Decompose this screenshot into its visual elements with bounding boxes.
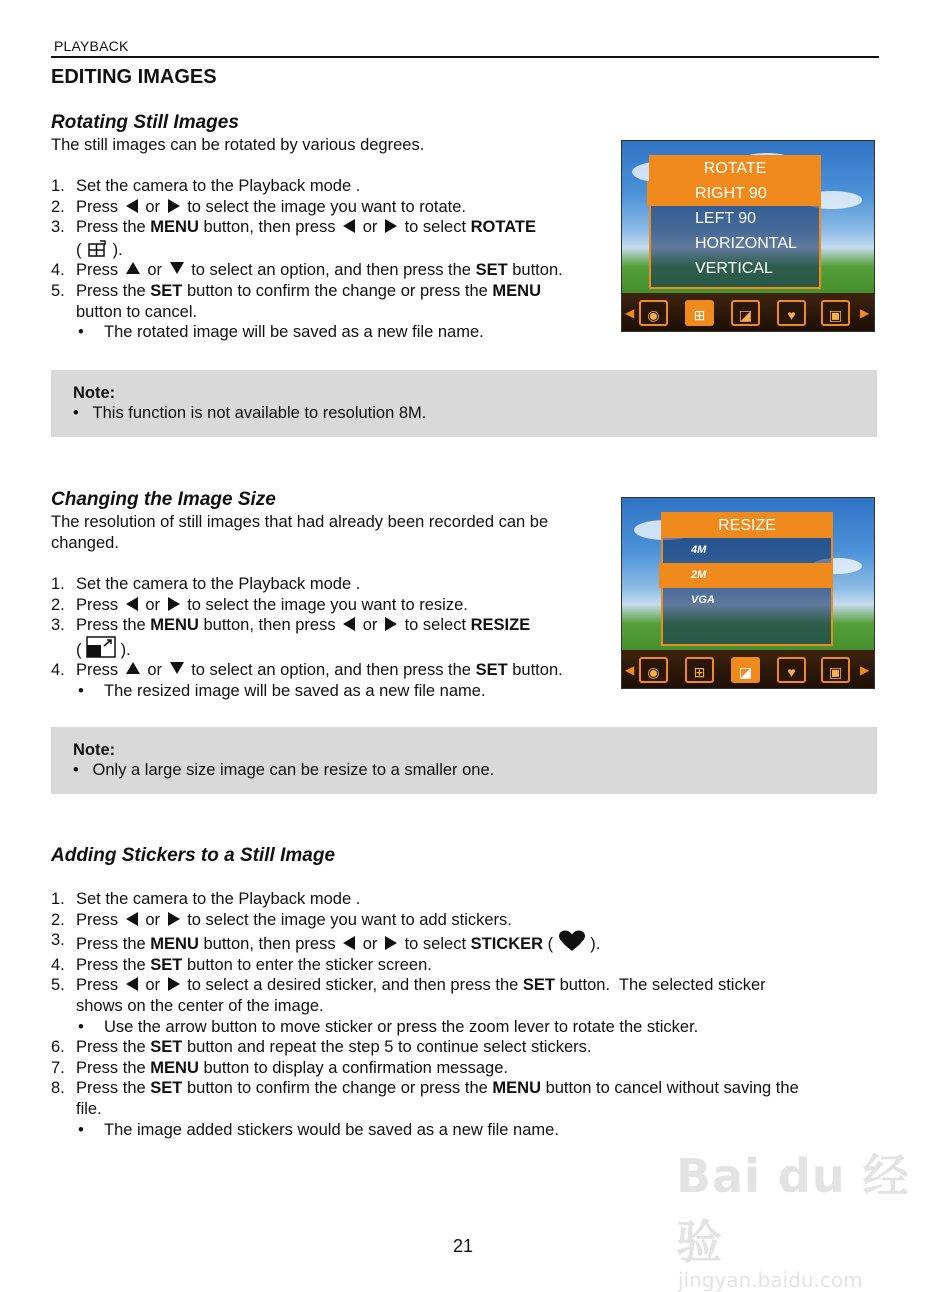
left-arrow-icon bbox=[126, 977, 138, 991]
list-subitem: • The resized image will be saved as a new file name. bbox=[78, 681, 486, 700]
list-item: 7. Press the MENU button to display a confirmation message. bbox=[51, 1058, 508, 1077]
right-arrow-icon: ▶ bbox=[860, 663, 870, 677]
sticker-icon[interactable]: ♥ bbox=[777, 300, 806, 326]
menu-option[interactable]: HORIZONTAL bbox=[695, 235, 797, 252]
left-arrow-icon bbox=[126, 597, 138, 611]
left-arrow-icon: ◀ bbox=[625, 306, 635, 320]
heart-icon bbox=[558, 930, 586, 952]
voice-memo-icon[interactable]: ▣ bbox=[821, 657, 850, 683]
watermark: Bai du 经验 jingyan.baidu.com bbox=[676, 1149, 910, 1292]
list-item: 1. Set the camera to the Playback mode . bbox=[51, 575, 361, 593]
rotate-steps bbox=[51, 176, 563, 343]
list-item: 1. Set the camera to the Playback mode . bbox=[51, 177, 361, 195]
header-label: PLAYBACK bbox=[54, 38, 129, 54]
note-title: Note: bbox=[73, 741, 116, 759]
right-arrow-icon bbox=[168, 199, 180, 213]
up-arrow-icon bbox=[126, 662, 140, 674]
left-arrow-icon bbox=[343, 219, 355, 233]
menu-title: ROTATE bbox=[651, 157, 819, 181]
list-item: 5. Press or to select a desired sticker, and then press the SET button. The selected sticker shows on the center of the image. bbox=[51, 976, 766, 1015]
note-title: Note: bbox=[73, 384, 116, 402]
left-arrow-icon bbox=[343, 617, 355, 631]
rotate-icon[interactable]: ⊞ bbox=[685, 300, 714, 326]
note-box bbox=[51, 370, 877, 437]
menu-icon-bar bbox=[622, 650, 874, 688]
menu-option[interactable]: LEFT 90 bbox=[695, 210, 757, 227]
rotate-menu bbox=[649, 155, 821, 289]
header-rule bbox=[51, 56, 879, 58]
section-title-rotate: Rotating Still Images bbox=[51, 112, 239, 133]
menu-option[interactable]: VGA bbox=[691, 594, 715, 606]
list-item: 4. Press or to select an option, and then press the SET button. bbox=[51, 661, 563, 680]
list-item: 3. Press the MENU button, then press or to select STICKER ( ). bbox=[51, 931, 601, 954]
left-arrow-icon bbox=[126, 199, 138, 213]
resize-intro: The resolution of still images that had already been recorded can be changed. bbox=[51, 513, 549, 552]
up-arrow-icon bbox=[126, 262, 140, 274]
left-arrow-icon bbox=[343, 936, 355, 950]
list-item: 5. Press the SET button to confirm the change or press the MENU button to cancel. bbox=[51, 281, 541, 321]
down-arrow-icon bbox=[170, 262, 184, 274]
redeye-icon[interactable]: ◉ bbox=[639, 657, 668, 683]
list-item: 2. Press or to select the image you want to add stickers. bbox=[51, 910, 512, 929]
list-item: 3. Press the MENU button, then press or to select RESIZE ( ). bbox=[51, 616, 531, 659]
page-title: EDITING IMAGES bbox=[51, 66, 217, 88]
right-arrow-icon bbox=[168, 597, 180, 611]
list-item: 1. Set the camera to the Playback mode . bbox=[51, 890, 361, 908]
rotate-icon bbox=[86, 238, 108, 258]
menu-option[interactable]: 4M bbox=[691, 544, 707, 556]
rotate-icon[interactable]: ⊞ bbox=[685, 657, 714, 683]
rotate-intro: The still images can be rotated by various degrees. bbox=[51, 136, 425, 154]
resize-steps bbox=[51, 574, 563, 702]
note-body: • Only a large size image can be resize to a smaller one. bbox=[73, 761, 495, 779]
left-arrow-icon: ◀ bbox=[625, 663, 635, 677]
redeye-icon[interactable]: ◉ bbox=[639, 300, 668, 326]
voice-memo-icon[interactable]: ▣ bbox=[821, 300, 850, 326]
menu-option[interactable]: RIGHT 90 bbox=[647, 181, 821, 206]
right-arrow-icon bbox=[385, 219, 397, 233]
list-item: 3. Press the MENU button, then press or to select ROTATE ( ). bbox=[51, 218, 537, 259]
list-item: 6. Press the SET button and repeat the step 5 to continue select stickers. bbox=[51, 1038, 592, 1057]
resize-camera-screen bbox=[621, 497, 875, 689]
sticker-icon[interactable]: ♥ bbox=[777, 657, 806, 683]
list-item: 4. Press or to select an option, and then press the SET button. bbox=[51, 261, 563, 280]
resize-icon bbox=[86, 636, 116, 658]
list-item: 4. Press the SET button to enter the sticker screen. bbox=[51, 955, 432, 974]
menu-option[interactable]: VERTICAL bbox=[695, 260, 773, 277]
note-body: • This function is not available to resolution 8M. bbox=[73, 404, 427, 422]
menu-title: RESIZE bbox=[663, 514, 831, 538]
list-subitem: • The image added stickers would be saved as a new file name. bbox=[78, 1120, 559, 1139]
right-arrow-icon bbox=[385, 936, 397, 950]
resize-icon[interactable]: ◪ bbox=[731, 300, 760, 326]
down-arrow-icon bbox=[170, 662, 184, 674]
right-arrow-icon bbox=[168, 912, 180, 926]
right-arrow-icon: ▶ bbox=[860, 306, 870, 320]
note-box bbox=[51, 727, 877, 794]
page-number: 21 bbox=[453, 1236, 474, 1256]
menu-option[interactable]: 2M bbox=[659, 563, 833, 588]
right-arrow-icon bbox=[385, 617, 397, 631]
list-item: 2. Press or to select the image you want to rotate. bbox=[51, 197, 467, 216]
list-subitem: • The rotated image will be saved as a new file name. bbox=[78, 323, 484, 342]
section-title-resize: Changing the Image Size bbox=[51, 489, 276, 510]
menu-icon-bar bbox=[622, 293, 874, 331]
rotate-camera-screen bbox=[621, 140, 875, 332]
list-subitem: • Use the arrow button to move sticker or press the zoom lever to rotate the sticker. bbox=[78, 1017, 699, 1036]
resize-icon[interactable]: ◪ bbox=[731, 657, 760, 683]
resize-menu bbox=[661, 512, 833, 646]
list-item: 8. Press the SET button to confirm the change or press the MENU button to cancel without saving the file. bbox=[51, 1079, 799, 1118]
right-arrow-icon bbox=[168, 977, 180, 991]
section-title-sticker: Adding Stickers to a Still Image bbox=[51, 845, 336, 866]
left-arrow-icon bbox=[126, 912, 138, 926]
sticker-steps bbox=[51, 889, 799, 1140]
list-item: 2. Press or to select the image you want to resize. bbox=[51, 595, 468, 614]
